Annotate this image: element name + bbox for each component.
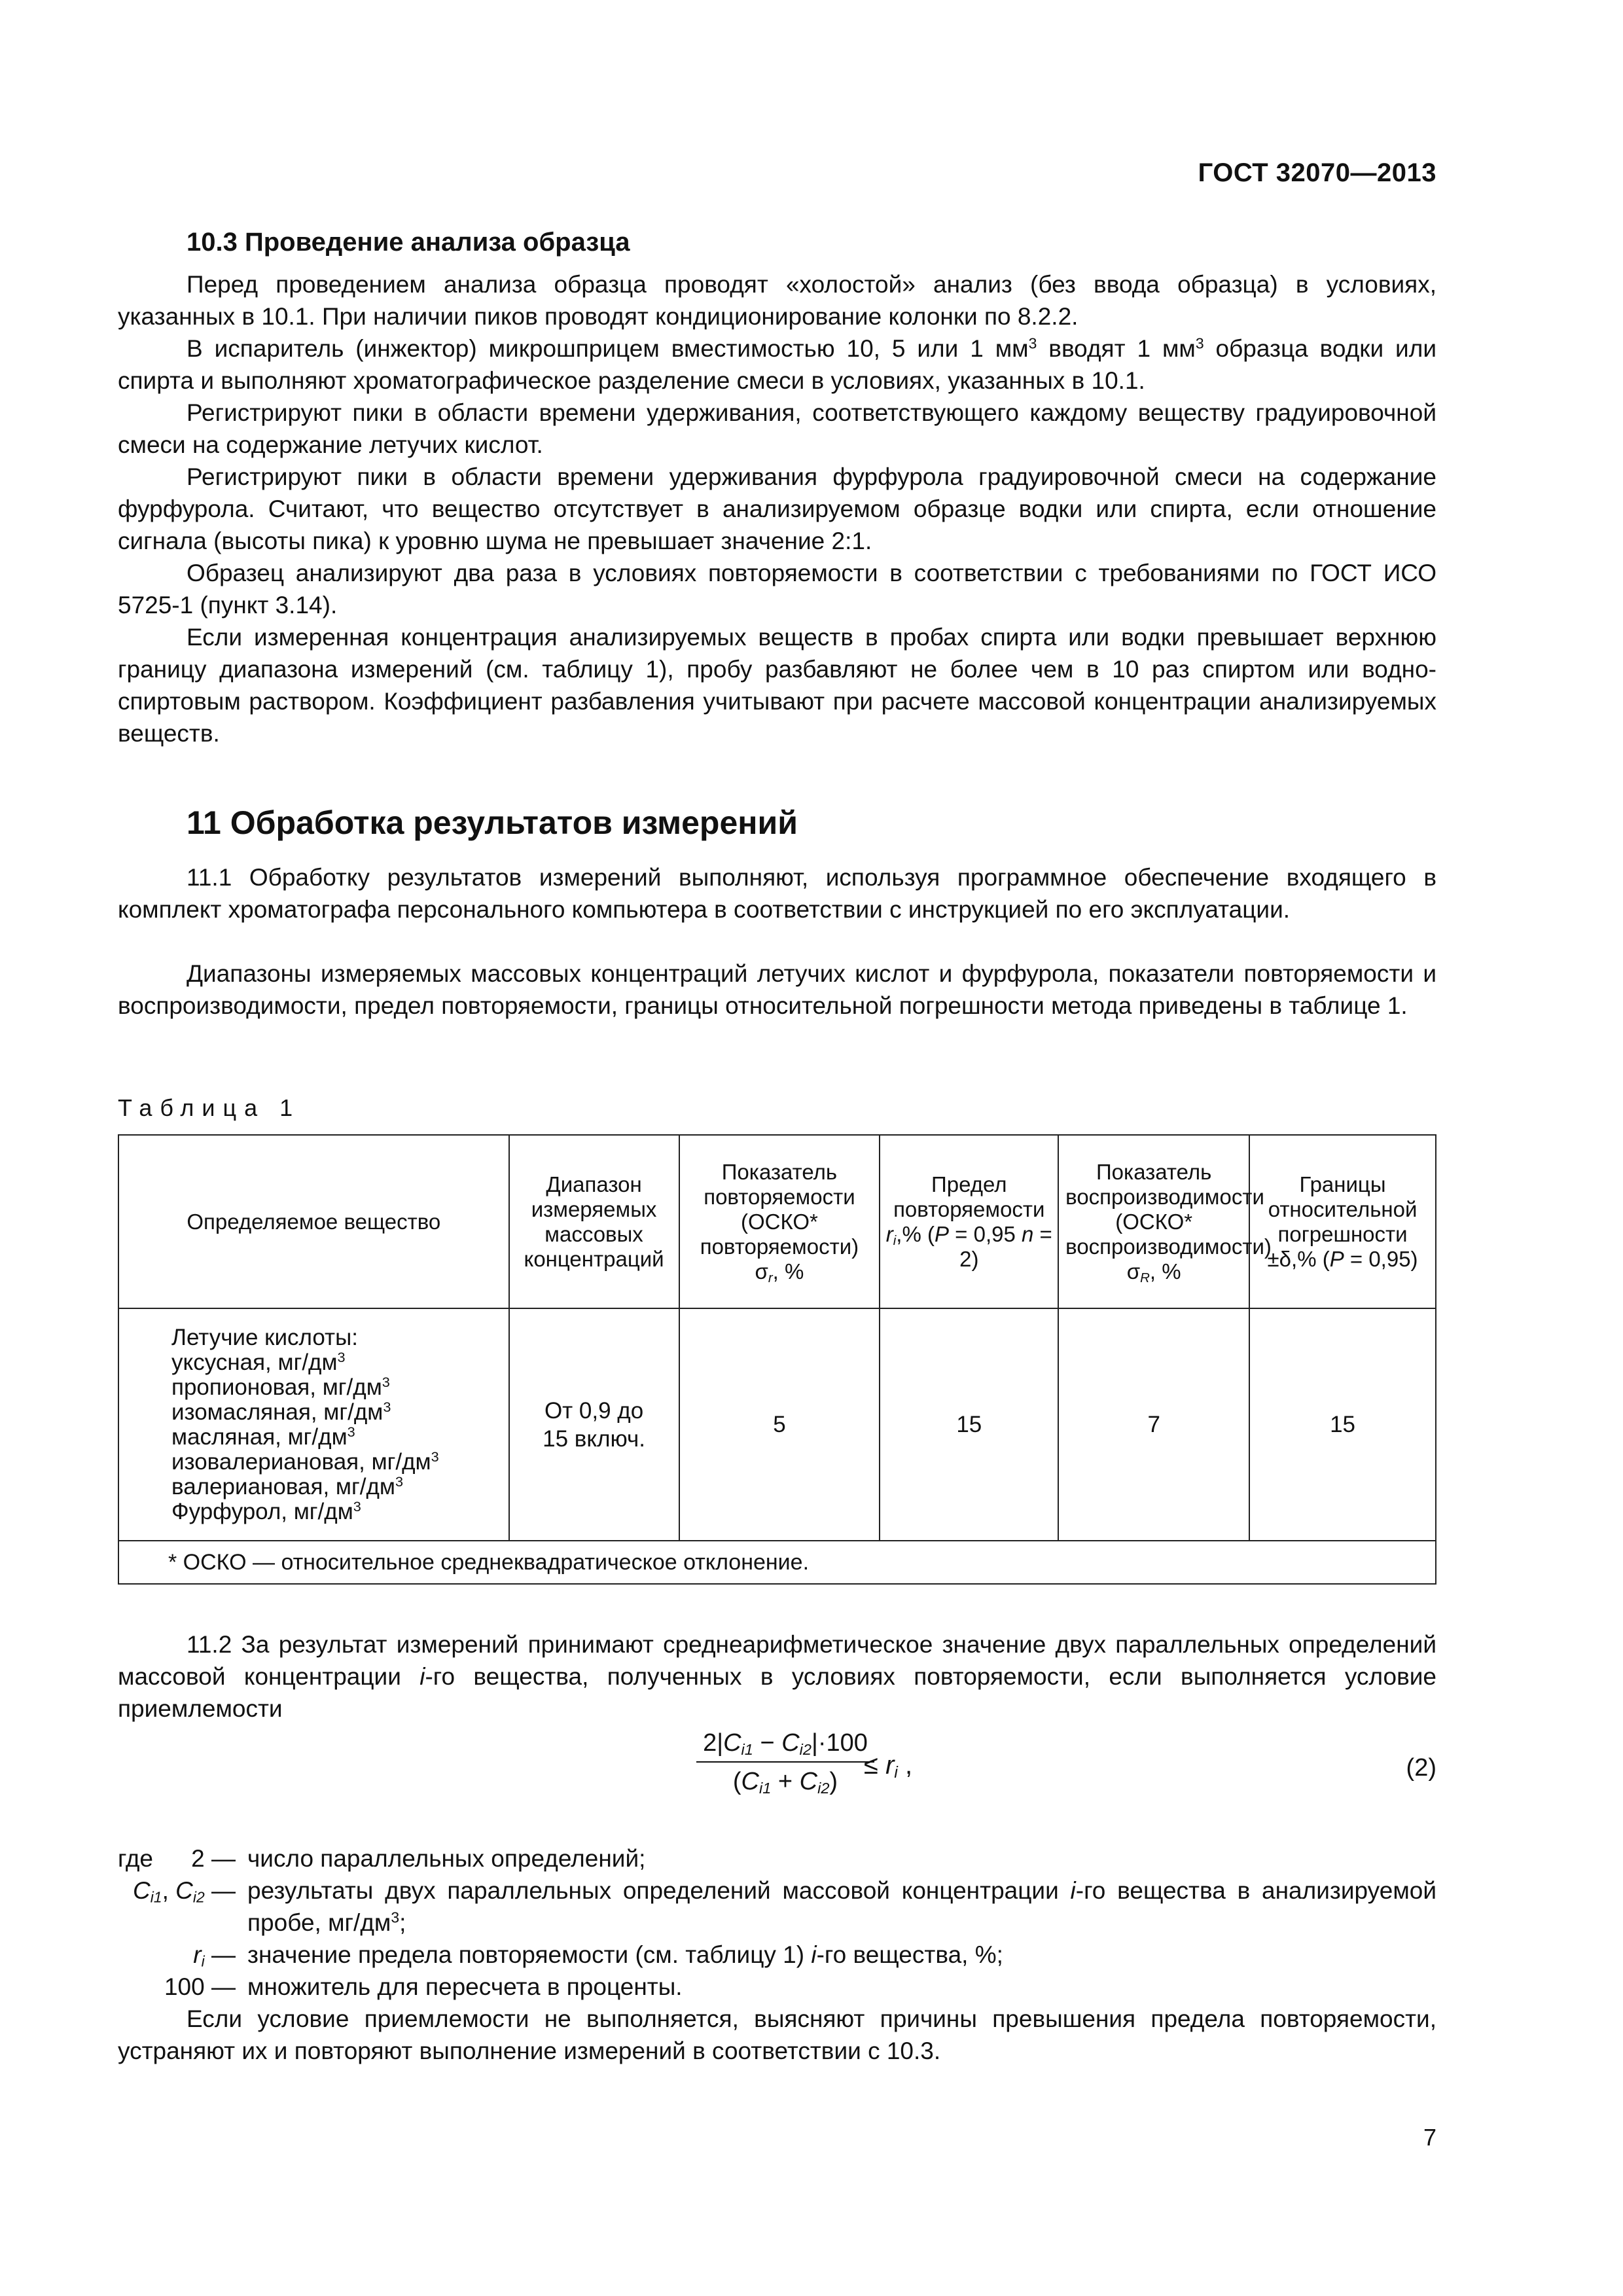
formula-denominator: $(C_{i1} + C_{i2})$ xyxy=(732,1768,838,1797)
header-repeatability: Показатель повторяемости (ОСКО* повторяемости) $\sigma_r$, % xyxy=(679,1135,880,1308)
substance-group: Летучие кислоты: xyxy=(171,1324,358,1350)
paragraph: Регистрируют пики в области времени удерживания, соответствующего каждому веществу градуировочной смеси на содержание летучих кислот. xyxy=(118,399,1436,458)
page-number: 7 xyxy=(1423,2124,1436,2151)
formula-number: (2) xyxy=(1406,1754,1436,1782)
subsection-title-10-3: 10.3 Проведение анализа образца xyxy=(187,228,630,257)
paragraph: Образец анализируют два раза в условиях повторяемости в соответствии с требованиями по ГОСТ ИСО 5725-1 (пункт 3.14). xyxy=(118,560,1436,619)
formula-numerator: $2|C_{i1} - C_{i2}|\cdot 100$ xyxy=(696,1729,874,1763)
section-title-11: 11 Обработка результатов измерений xyxy=(187,804,798,841)
paragraph: Диапазоны измеряемых массовых концентраций летучих кислот и фурфурола, показатели повторяемости и воспроизводимости, предел повторяемости, границы относительной погрешности метода приведены в таблице 1. xyxy=(118,960,1436,1019)
header-reproducibility: Показатель воспроизводимости (ОСКО* воспроизводимости) $\sigma_R$, % xyxy=(1058,1135,1249,1308)
reproducibility-cell: 7 xyxy=(1058,1308,1249,1541)
header-error-bounds: Границы относительной погрешности ±δ,% (P = 0,95) xyxy=(1249,1135,1436,1308)
paragraph: Если измеренная концентрация анализируемых веществ в пробах спирта или водки превышает верхнюю границу диапазона измерений (см. таблицу 1), пробу разбавляют не более чем в 10 раз спиртом или водно-спиртовым раствором. Коэффициент разбавления учитывают при расчете массовой концентрации анализируемых веществ. xyxy=(118,624,1436,747)
paragraph: Регистрируют пики в области времени удерживания фурфурола градуировочной смеси на содержание фурфурола. Считают, что вещество отсутствует в анализируемом образце водки или спирта, если отношение сигнала (высоты пика) к уровню шума не превышает значение 2:1. xyxy=(118,463,1436,554)
table-caption: Таблица 1 xyxy=(118,1094,301,1121)
repeatability-cell: 5 xyxy=(679,1308,880,1541)
header-range: Диапазон измеряемых массовых концентраций xyxy=(509,1135,679,1308)
header-substance: Определяемое вещество xyxy=(118,1135,509,1308)
substance-item: масляная, $мг/дм^3$ xyxy=(171,1423,355,1450)
substance-cell xyxy=(118,1308,509,1541)
table-header-row xyxy=(118,1135,1436,1308)
table-row xyxy=(118,1308,1436,1541)
formula-rhs: ≤ $r_i$ , xyxy=(864,1751,913,1782)
substance-item: пропионовая, $мг/дм^3$ xyxy=(171,1373,390,1400)
results-table xyxy=(118,1134,1436,1585)
substance-item: изомасляная, $мг/дм^3$ xyxy=(171,1398,391,1425)
table-footnote: * ОСКО — относительное среднеквадратическое отклонение. xyxy=(118,1541,1436,1584)
error-bounds-cell: 15 xyxy=(1249,1308,1436,1541)
where-label: где xyxy=(118,1845,154,1872)
repeatability-limit-cell: 15 xyxy=(880,1308,1058,1541)
paragraph: В испаритель (инжектор) микрошприцем вместимостью 10, 5 или 1 $мм^3$ вводят 1 $мм^3$ образца водки или спирта и выполняют хроматографическое разделение смеси в условиях, указанных в 10.1. xyxy=(118,334,1436,394)
substance-item: уксусная, $мг/дм^3$ xyxy=(171,1348,346,1375)
substance-item: Фурфурол, $мг/дм^3$ xyxy=(171,1498,361,1524)
paragraph: Перед проведением анализа образца проводят «холостой» анализ (без ввода образца) в условиях, указанных в 10.1. При наличии пиков проводят кондиционирование колонки по 8.2.2. xyxy=(118,271,1436,330)
substance-item: валериановая, $мг/дм^3$ xyxy=(171,1473,403,1499)
table-footnote-row xyxy=(118,1541,1436,1584)
document-code: ГОСТ 32070—2013 xyxy=(1198,158,1436,187)
header-repeatability-limit: Предел повторяемости $r_i,\%$ (P = 0,95 n = 2) xyxy=(880,1135,1058,1308)
formula-fraction xyxy=(696,1729,874,1796)
paragraph: Если условие приемлемости не выполняется, выясняют причины превышения предела повторяемости, устраняют их и повторяют выполнение измерений в соответствии с 10.3. xyxy=(118,2005,1436,2064)
paragraph: 11.1 Обработку результатов измерений выполняют, используя программное обеспечение входящего в комплект хроматографа персонального компьютера в соответствии с инструкцией по его эксплуатации. xyxy=(118,864,1436,923)
range-cell: От 0,9 до 15 включ. xyxy=(509,1308,679,1541)
substance-item: изовалериановая, $мг/дм^3$ xyxy=(171,1448,439,1475)
paragraph: 11.2 За результат измерений принимают среднеарифметическое значение двух параллельных определений массовой концентрации i-го вещества, полученных в условиях повторяемости, если выполняется условие приемлемости xyxy=(118,1631,1436,1722)
